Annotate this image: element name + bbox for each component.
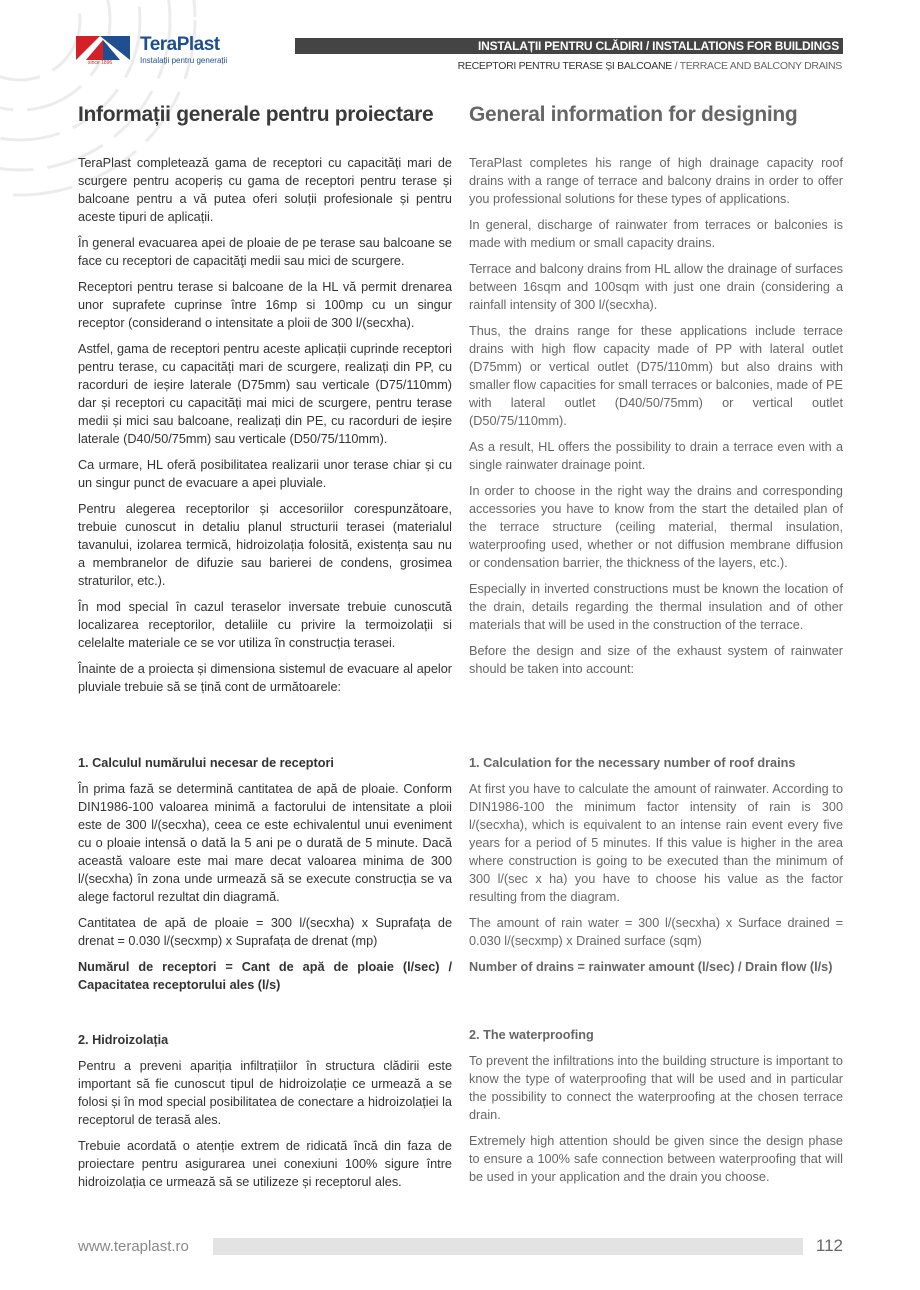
- paragraph: Receptori pentru terase si balcoane de la HL vă permit drenarea unor suprafete cuprinse între 16mp si 100mp cu un singur receptor (considerand o intensitate a ploii de 300 l/(secxha).: [78, 280, 452, 330]
- paragraph: TeraPlast completes his range of high drainage capacity roof drains with a range of terrace and balcony drains in order to offer you professional solutions for these types of applications.: [469, 156, 843, 206]
- paragraph: Especially in inverted constructions must be known the location of the drain, details regarding the thermal insulation and of other materials that will be used in the construction of the terrace.: [469, 582, 843, 632]
- paragraph: Trebuie acordată o atenție extrem de ridicată încă din faza de proiectare pentru asigurarea unei conexiuni 100% sigure între hidroizolația ce urmează să se utilizeze și receptorul ales.: [78, 1139, 452, 1189]
- subcategory-ro: RECEPTORI PENTRU TERASE ȘI BALCOANE: [457, 60, 672, 72]
- paragraph: TeraPlast completează gama de receptori cu capacități mari de scurgere pentru acoperiș cu gama de receptori pentru terase și balcoane pentru a vă putea oferi soluții profesionale și pentru aceste tipuri de aplicații.: [78, 156, 452, 224]
- section-heading: 1. Calculation for the necessary number of roof drains: [469, 756, 796, 770]
- paragraph: In general, discharge of rainwater from terraces or balconies is made with medium or small capacity drains.: [469, 218, 843, 250]
- category-banner: INSTALAȚII PENTRU CLĂDIRI / INSTALLATIONS FOR BUILDINGS: [295, 38, 843, 54]
- brand-name: TeraPlast: [140, 34, 220, 55]
- website-link[interactable]: www.teraplast.ro: [78, 1238, 189, 1255]
- paragraph: În general evacuarea apei de ploaie de pe terase sau balcoane se face cu receptori de capacităţi medii sau mici de scurgere.: [78, 236, 452, 268]
- footer-bar: [213, 1238, 803, 1255]
- paragraph: În mod special în cazul teraselor inversate trebuie cunoscută localizarea receptorilor, detaliile cu privire la termoizolații si celelalte materiale ce se vor utiliza în construcția terasei.: [78, 600, 452, 650]
- title-ro: Informații generale pentru proiectare: [78, 103, 434, 126]
- section-1-en: [469, 754, 843, 984]
- paragraph: Thus, the drains range for these applications include terrace drains with high flow capacity made of PP with lateral outlet (D75mm) or vertical outlet (D75/110mm) but also drains with smaller flow capacities for small terraces or balconies, made of PE with lateral outlet (D40/50/75mm) or vertical outlet (D50/75/110mm).: [469, 324, 843, 428]
- paragraph: Cantitatea de apă de ploaie = 300 l/(secxha) x Suprafața de drenat = 0.030 l/(secxmp) x Suprafața de drenat (mp): [78, 916, 452, 948]
- paragraph: Before the design and size of the exhaust system of rainwater should be taken into account:: [469, 644, 843, 676]
- paragraph: Pentru alegerea receptorilor și accesoriilor corespunzătoare, trebuie cunoscut in detaliu planul structurii terasei (materialul tavanului, izolarea termică, hidroizolația folosită, existența sau nu a membranelor de difuzie sau barierei de condens, grosimea straturilor, etc.).: [78, 502, 452, 588]
- paragraph: Terrace and balcony drains from HL allow the drainage of surfaces between 16sqm and 100sqm with just one drain (considering a rainfall intensity of 300 l/(secxha).: [469, 262, 843, 312]
- paragraph: The amount of rain water = 300 l/(secxha) x Surface drained = 0.030 l/(secxmp) x Drained surface (sqm): [469, 916, 843, 948]
- subcategory: [400, 60, 842, 72]
- paragraph: Pentru a preveni apariția infiltrațiilor în structura clădirii este important să fie cunoscut tipul de hidroizolație ce urmează a se folosi și în mod special posibilitatea de conectare a hidroizolației la receptorul de terasă ales.: [78, 1059, 452, 1127]
- brand-tagline: Instalații pentru generații: [140, 56, 228, 65]
- section-2-en: [469, 1026, 843, 1194]
- section-heading: 2. The waterproofing: [469, 1028, 594, 1042]
- paragraph: As a result, HL offers the possibility to drain a terrace even with a single rainwater drainage point.: [469, 440, 843, 472]
- paragraph: At first you have to calculate the amount of rainwater. According to DIN1986-100 the minimum factor intensity of rain is 300 l/(secxha), which is equivalent to an intense rain event every five years for a period of 5 minutes. If this value is higher in the area where construction is going to be executed than the minimum of 300 l/(sec x ha) you have to choose his value as the factor resulting from the diagram.: [469, 782, 843, 904]
- intro-en: [469, 154, 843, 686]
- section-2-ro: [78, 1031, 452, 1199]
- paragraph: To prevent the infiltrations into the building structure is important to know the type of waterproofing that will be used and in particular the possibility to connect the waterproofing at the chosen terrace drain.: [469, 1054, 843, 1122]
- paragraph: Extremely high attention should be given since the design phase to ensure a 100% safe connection between waterproofing that will be used in your application and the drain you choose.: [469, 1134, 843, 1184]
- title-en: General information for designing: [469, 103, 798, 126]
- page-number: 112: [815, 1236, 843, 1255]
- paragraph: Astfel, gama de receptori pentru aceste aplicații cuprinde receptori pentru terase, cu capacități mari de scurgere, realizați din PP, cu racorduri de ieșire laterale (D75mm) sau verticale (D75/110mm) dar și receptori cu capacități mai mici de scurgere, pentru terase medii și mici sau balcoane, realizați din PE, cu racorduri de ieșire laterale (D40/50/75mm) sau verticale (D50/75/110mm).: [78, 342, 452, 446]
- section-1-ro: [78, 754, 452, 1002]
- paragraph: Ca urmare, HL oferă posibilitatea realizarii unor terase chiar și cu un singur punct de evacuare a apei pluviale.: [78, 458, 452, 490]
- subcategory-en: / TERRACE AND BALCONY DRAINS: [671, 60, 842, 72]
- paragraph: În prima fază se determină cantitatea de apă de ploaie. Conform DIN1986-100 valoarea minimă a factorului de intensitate a ploii este de 300 l/(secxha), ceea ce este echivalentul unui eveniment cu o ploaie intensă o dată la 5 ani pe o durată de 5 minute. Dacă această valoare este mai mare decat valoarea minima de 300 l/(secxha) în zona unde urmează să se execute construcția se va alege factorul rezultat din diagramă.: [78, 782, 452, 904]
- formula: Numărul de receptori = Cant de apă de ploaie (l/sec) / Capacitatea receptorului ales (l/s): [78, 960, 452, 992]
- intro-ro: [78, 154, 452, 704]
- brand-since: since 1896: [88, 60, 113, 66]
- section-heading: 2. Hidroizolația: [78, 1033, 169, 1047]
- formula: Number of drains = rainwater amount (l/sec) / Drain flow (l/s): [469, 960, 833, 974]
- paragraph: In order to choose in the right way the drains and corresponding accessories you have to know from the start the detailed plan of the terrace structure (ceiling material, thermal insulation, waterproofing used, whether or not diffusion membrane diffusion or condensation barrier, the thickness of the layers, etc.).: [469, 484, 843, 570]
- paragraph: Înainte de a proiecta și dimensiona sistemul de evacuare al apelor pluviale trebuie să se țină cont de următoarele:: [78, 662, 452, 694]
- section-heading: 1. Calculul numărului necesar de receptori: [78, 756, 334, 770]
